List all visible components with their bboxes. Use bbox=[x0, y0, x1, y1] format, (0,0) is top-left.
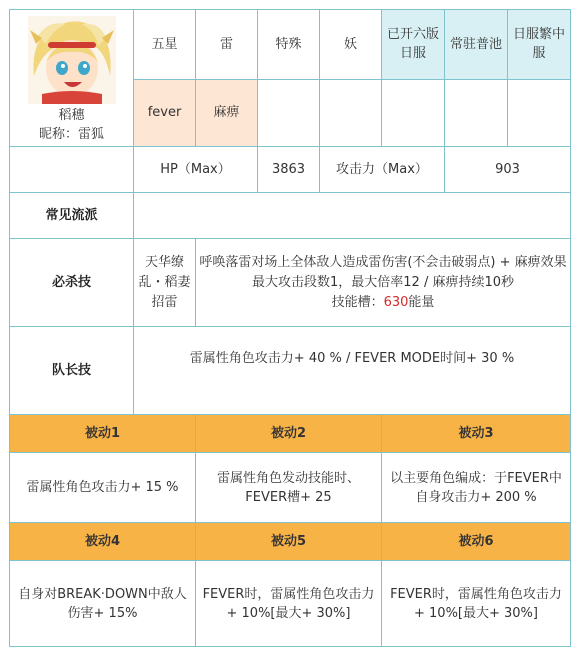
skill-name: 天华缭乱・稻妻招雷 bbox=[134, 239, 196, 327]
skill-gauge-prefix: 技能槽： bbox=[331, 294, 384, 310]
passive-5-label: 被动5 bbox=[196, 523, 382, 561]
rarity-cell: 五星 bbox=[134, 10, 196, 80]
atk-value: 903 bbox=[445, 147, 571, 193]
skill-desc-line1: 呼唤落雷对场上全体敌人造成雷伤害(不会击破弱点) + 麻痹效果 bbox=[199, 254, 567, 270]
hp-label: HP（Max） bbox=[134, 147, 258, 193]
common-build-value bbox=[134, 193, 571, 239]
passive-1-label: 被动1 bbox=[10, 415, 196, 453]
passive-6-label: 被动6 bbox=[382, 523, 571, 561]
passive-4-description: 自身对BREAK·DOWN中敌人伤害+ 15% bbox=[10, 561, 196, 647]
passive-5-description: FEVER时，雷属性角色攻击力+ 10%[最大+ 30%] bbox=[196, 561, 382, 647]
skill-label: 必杀技 bbox=[10, 239, 134, 327]
character-info-table bbox=[9, 9, 571, 647]
passive-2-description: 雷属性角色发动技能时、FEVER槽+ 25 bbox=[196, 453, 382, 523]
empty-cell bbox=[445, 79, 508, 146]
skill-gauge-suffix: 能量 bbox=[408, 294, 435, 310]
skill-desc-line2: 最大攻击段数1，最大倍率12 / 麻痹持续10秒 bbox=[252, 274, 514, 290]
skill-gauge-value: 630 bbox=[383, 294, 409, 310]
skill-gauge bbox=[199, 293, 567, 313]
character-nickname: 昵称：雷狐 bbox=[38, 127, 104, 142]
server-tag-standard-pool: 常驻普池 bbox=[445, 10, 508, 80]
skill-description bbox=[196, 239, 571, 327]
passive-2-label: 被动2 bbox=[196, 415, 382, 453]
server-tag-jp-six: 已开六版日服 bbox=[382, 10, 445, 80]
atk-label: 攻击力（Max） bbox=[320, 147, 445, 193]
empty-cell bbox=[508, 79, 571, 146]
passive-1-description: 雷属性角色攻击力+ 15 % bbox=[10, 453, 196, 523]
tag-paralysis: 麻痹 bbox=[196, 79, 258, 146]
leader-skill-label: 队长技 bbox=[10, 327, 134, 415]
passive-3-label: 被动3 bbox=[382, 415, 571, 453]
leader-skill-description: 雷属性角色攻击力+ 40 % / FEVER MODE时间+ 30 % bbox=[134, 327, 571, 415]
passive-3-description: 以主要角色编成：于FEVER中自身攻击力+ 200 % bbox=[382, 453, 571, 523]
hp-value: 3863 bbox=[258, 147, 320, 193]
server-tag-jp-tw: 日服繁中服 bbox=[508, 10, 571, 80]
character-portrait-cell bbox=[10, 10, 134, 147]
passive-6-description: FEVER时，雷属性角色攻击力+ 10%[最大+ 30%] bbox=[382, 561, 571, 647]
common-build-label: 常见流派 bbox=[10, 193, 134, 239]
character-portrait bbox=[28, 16, 116, 104]
race-cell: 妖 bbox=[320, 10, 382, 80]
empty-cell bbox=[320, 79, 382, 146]
empty-cell bbox=[382, 79, 445, 146]
passive-4-label: 被动4 bbox=[10, 523, 196, 561]
type-cell: 特殊 bbox=[258, 10, 320, 80]
empty-cell bbox=[258, 79, 320, 146]
element-cell: 雷 bbox=[196, 10, 258, 80]
character-name: 稻穗 bbox=[58, 108, 85, 123]
tag-fever: fever bbox=[134, 79, 196, 146]
empty-cell bbox=[10, 147, 134, 193]
